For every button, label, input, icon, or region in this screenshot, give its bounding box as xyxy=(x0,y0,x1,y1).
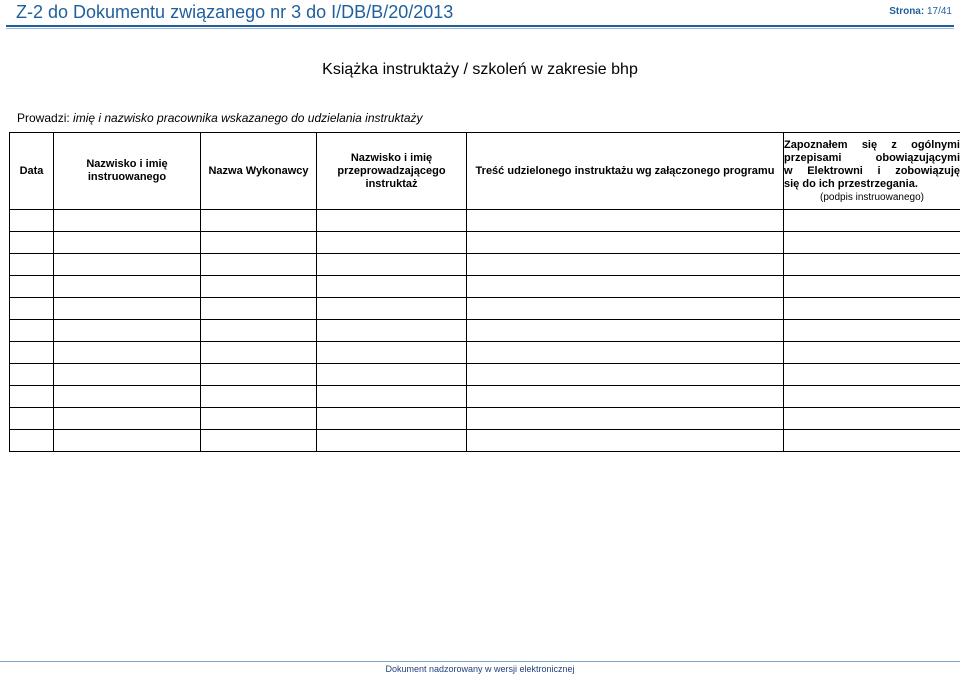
table-row xyxy=(10,386,960,408)
table-row xyxy=(10,408,960,430)
table-cell[interactable] xyxy=(54,320,201,342)
table-cell[interactable] xyxy=(201,386,317,408)
column-header-date: Data xyxy=(10,133,54,210)
confirmation-line: się do ich przestrzegania. xyxy=(784,177,918,190)
page-number: 17/41 xyxy=(926,6,952,17)
table-row xyxy=(10,342,960,364)
table-body xyxy=(10,210,960,452)
table-cell[interactable] xyxy=(54,408,201,430)
confirmation-line: przepisami obowiązującymi xyxy=(784,151,960,164)
table-row xyxy=(10,232,960,254)
table-cell[interactable] xyxy=(467,254,784,276)
table-cell[interactable] xyxy=(784,210,960,232)
table-cell[interactable] xyxy=(54,342,201,364)
table-row xyxy=(10,254,960,276)
table-cell[interactable] xyxy=(784,320,960,342)
table-cell[interactable] xyxy=(10,364,54,386)
table-cell[interactable] xyxy=(467,364,784,386)
table-cell[interactable] xyxy=(10,298,54,320)
lead-label: Prowadzi: xyxy=(17,111,74,125)
header-divider-thin xyxy=(6,28,954,29)
table-cell[interactable] xyxy=(54,276,201,298)
table-cell[interactable] xyxy=(467,430,784,452)
table-cell[interactable] xyxy=(201,320,317,342)
table-cell[interactable] xyxy=(201,408,317,430)
signature-hint: (podpis instruowanego) xyxy=(820,191,924,203)
table-cell[interactable] xyxy=(54,210,201,232)
table-cell[interactable] xyxy=(317,408,467,430)
table-cell[interactable] xyxy=(10,386,54,408)
table-cell[interactable] xyxy=(317,320,467,342)
table-cell[interactable] xyxy=(201,298,317,320)
table-cell[interactable] xyxy=(467,342,784,364)
table-cell[interactable] xyxy=(784,364,960,386)
table-cell[interactable] xyxy=(54,430,201,452)
table-cell[interactable] xyxy=(784,254,960,276)
table-cell[interactable] xyxy=(54,364,201,386)
table-cell[interactable] xyxy=(317,430,467,452)
table-cell[interactable] xyxy=(784,408,960,430)
header-divider xyxy=(6,25,954,27)
page-indicator xyxy=(889,6,952,17)
table-cell[interactable] xyxy=(784,276,960,298)
table-cell[interactable] xyxy=(467,408,784,430)
table-cell[interactable] xyxy=(317,342,467,364)
column-header-confirmation xyxy=(784,133,960,210)
table-row xyxy=(10,364,960,386)
footer-note: Dokument nadzorowany w wersji elektronicznej xyxy=(385,664,575,674)
table-cell[interactable] xyxy=(201,276,317,298)
table-cell[interactable] xyxy=(467,232,784,254)
table-cell[interactable] xyxy=(10,342,54,364)
table-cell[interactable] xyxy=(784,386,960,408)
table-cell[interactable] xyxy=(54,232,201,254)
table-row xyxy=(10,210,960,232)
page-title: Książka instruktaży / szkoleń w zakresie bhp xyxy=(322,61,638,78)
page-label: Strona: xyxy=(889,6,925,17)
table-cell[interactable] xyxy=(467,320,784,342)
table-cell[interactable] xyxy=(10,320,54,342)
footer-divider xyxy=(0,661,960,662)
table-cell[interactable] xyxy=(10,232,54,254)
table-cell[interactable] xyxy=(201,342,317,364)
table-cell[interactable] xyxy=(10,254,54,276)
confirmation-line: w Elektrowni i zobowiązuję xyxy=(784,164,960,177)
table-cell[interactable] xyxy=(10,210,54,232)
column-header-training-content: Treść udzielonego instruktażu wg załączonego programu xyxy=(467,133,784,210)
table-cell[interactable] xyxy=(201,430,317,452)
table-cell[interactable] xyxy=(317,232,467,254)
table-cell[interactable] xyxy=(317,276,467,298)
table-cell[interactable] xyxy=(467,210,784,232)
table-cell[interactable] xyxy=(467,386,784,408)
table-row xyxy=(10,320,960,342)
table-cell[interactable] xyxy=(784,430,960,452)
table-cell[interactable] xyxy=(10,276,54,298)
table-cell[interactable] xyxy=(467,298,784,320)
lead-value: imię i nazwisko pracownika wskazanego do udzielania instruktaży xyxy=(73,111,423,125)
table-row xyxy=(10,298,960,320)
table-cell[interactable] xyxy=(317,210,467,232)
table-cell[interactable] xyxy=(784,342,960,364)
table-cell[interactable] xyxy=(10,430,54,452)
column-header-instructor-name: Nazwisko i imię przeprowadzającego instruktaż xyxy=(317,133,467,210)
table-cell[interactable] xyxy=(10,408,54,430)
table-row xyxy=(10,276,960,298)
table-header-row xyxy=(10,133,960,210)
table-cell[interactable] xyxy=(201,210,317,232)
table-cell[interactable] xyxy=(54,254,201,276)
table-row xyxy=(10,430,960,452)
table-cell[interactable] xyxy=(467,276,784,298)
table-cell[interactable] xyxy=(54,386,201,408)
lead-instructor-line xyxy=(17,111,423,125)
table-cell[interactable] xyxy=(317,254,467,276)
table-cell[interactable] xyxy=(317,386,467,408)
column-header-contractor: Nazwa Wykonawcy xyxy=(201,133,317,210)
table-cell[interactable] xyxy=(784,298,960,320)
table-cell[interactable] xyxy=(317,298,467,320)
table-cell[interactable] xyxy=(201,254,317,276)
training-log-table xyxy=(9,132,960,452)
document-reference-title: Z-2 do Dokumentu związanego nr 3 do I/DB/B/20/2013 xyxy=(16,2,454,22)
table-cell[interactable] xyxy=(54,298,201,320)
table-cell[interactable] xyxy=(201,364,317,386)
table-cell[interactable] xyxy=(201,232,317,254)
table-cell[interactable] xyxy=(317,364,467,386)
confirmation-line: Zapoznałem się z ogólnymi xyxy=(784,138,960,151)
table-cell[interactable] xyxy=(784,232,960,254)
column-header-trainee-name: Nazwisko i imię instruowanego xyxy=(54,133,201,210)
